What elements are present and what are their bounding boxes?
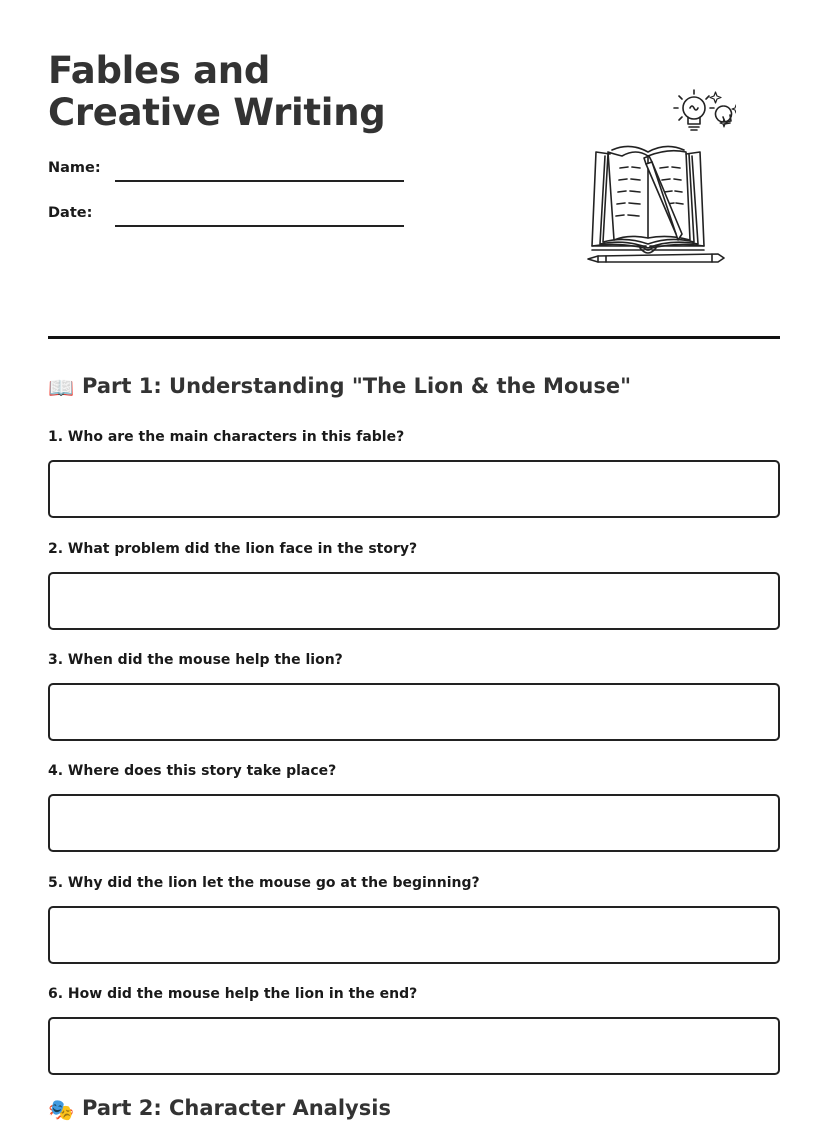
question-text: 3. When did the mouse help the lion? [48,652,343,668]
pen-icon [588,254,724,262]
question-text: 1. Who are the main characters in this fable? [48,429,405,445]
answer-box[interactable] [48,794,780,852]
part1-heading [48,374,631,401]
question-text: 5. Why did the lion let the mouse go at the beginning? [48,875,480,891]
question-text: 6. How did the mouse help the lion in the end? [48,986,418,1002]
lightbulb-icon [674,90,714,130]
answer-box[interactable] [48,906,780,964]
name-field [48,158,404,182]
answer-box[interactable] [48,1017,780,1075]
part2-heading-text: Part 2: Character Analysis [82,1096,391,1120]
answer-box[interactable] [48,683,780,741]
date-field [48,203,404,227]
answer-box[interactable] [48,460,780,518]
theater-masks-emoji-icon: 🎭 [48,1098,75,1122]
question-text: 4. Where does this story take place? [48,763,337,779]
date-label: Date: [48,205,93,221]
answer-box[interactable] [48,572,780,630]
open-book-emoji-icon: 📖 [48,376,75,400]
name-line[interactable] [115,180,404,182]
worksheet-page [48,0,780,1122]
date-line[interactable] [115,225,404,227]
part2-heading [48,1096,391,1123]
book-pencil-lightbulb-icon [548,84,736,268]
name-label: Name: [48,160,101,176]
header-divider [48,336,780,339]
part1-heading-text: Part 1: Understanding "The Lion & the Mouse" [82,374,632,398]
open-book-icon [592,146,704,253]
question-text: 2. What problem did the lion face in the story? [48,541,418,557]
worksheet-title: Fables and Creative Writing [48,49,386,134]
